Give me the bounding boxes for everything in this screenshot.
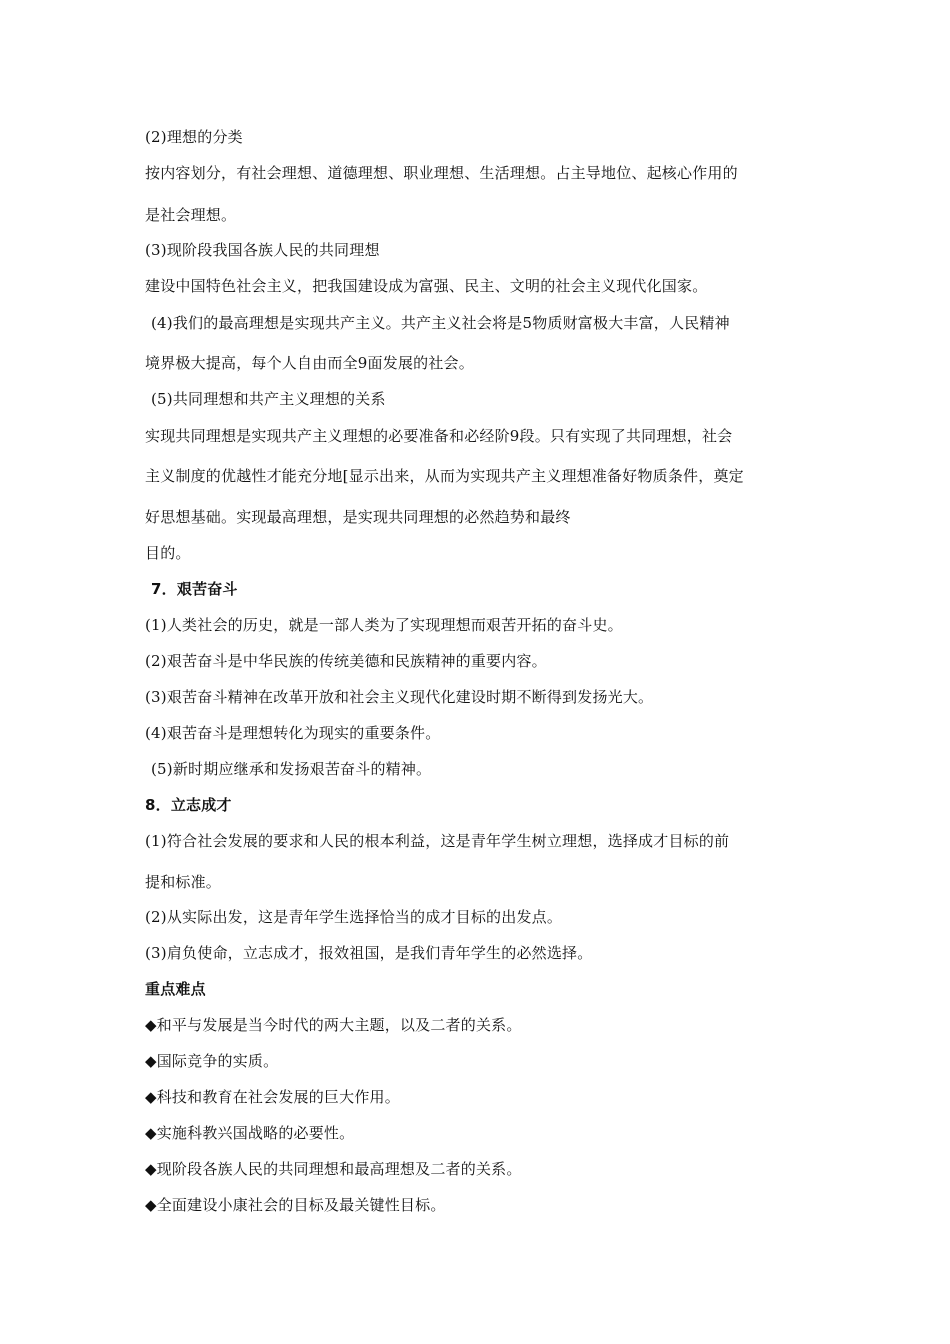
section-heading: 7．艰苦奋斗 [151,580,238,598]
text-line: (2)从实际出发，这是青年学生选择恰当的成才目标的出发点。 [145,908,563,926]
text-line: (1)人类社会的历史，就是一部人类为了实现理想而艰苦开拓的奋斗史。 [145,616,623,634]
bullet-item: ◆科技和教育在社会发展的巨大作用。 [145,1088,400,1106]
text-line: (3)艰苦奋斗精神在改革开放和社会主义现代化建设时期不断得到发扬光大。 [145,688,654,706]
text-line: 建设中国特色社会主义，把我国建设成为富强、民主、文明的社会主义现代化国家。 [145,277,708,295]
text-line: (5)新时期应继承和发扬艰苦奋斗的精神。 [151,760,432,778]
text-line: 目的。 [145,544,191,562]
bullet-item: ◆和平与发展是当今时代的两大主题，以及二者的关系。 [145,1016,522,1034]
bullet-item: ◆现阶段各族人民的共同理想和最高理想及二者的关系。 [145,1160,522,1178]
text-line: 主义制度的优越性才能充分地[显示出来，从而为实现共产主义理想准备好物质条件，奠定 [145,467,744,485]
bullet-item: ◆国际竞争的实质。 [145,1052,279,1070]
text-line: (5)共同理想和共产主义理想的关系 [151,390,386,408]
text-line: (1)符合社会发展的要求和人民的根本利益，这是青年学生树立理想，选择成才目标的前 [145,832,730,850]
text-line: (3)现阶段我国各族人民的共同理想 [145,241,380,259]
section-heading: 重点难点 [145,980,206,998]
text-line: 提和标准。 [145,873,222,891]
bullet-item: ◆实施科教兴国战略的必要性。 [145,1124,355,1142]
text-line: (3)肩负使命，立志成才，报效祖国，是我们青年学生的必然选择。 [145,944,593,962]
bullet-item: ◆全面建设小康社会的目标及最关键性目标。 [145,1196,446,1214]
text-line: 是社会理想。 [145,206,237,224]
text-line: 按内容划分，有社会理想、道德理想、职业理想、生活理想。占主导地位、起核心作用的 [145,164,738,182]
text-line: (4)我们的最高理想是实现共产主义。共产主义社会将是5物质财富极大丰富，人民精神 [151,314,730,332]
text-line: (2)理想的分类 [145,128,243,146]
text-line: (2)艰苦奋斗是中华民族的传统美德和民族精神的重要内容。 [145,652,547,670]
text-line: 实现共同理想是实现共产主义理想的必要准备和必经阶9段。只有实现了共同理想，社会 [145,427,733,445]
text-line: 境界极大提高，每个人自由而全9面发展的社会。 [145,354,474,372]
text-line: (4)艰苦奋斗是理想转化为现实的重要条件。 [145,724,441,742]
text-line: 好思想基础。实现最高理想，是实现共同理想的必然趋势和最终 [145,508,571,526]
section-heading: 8．立志成才 [145,796,232,814]
